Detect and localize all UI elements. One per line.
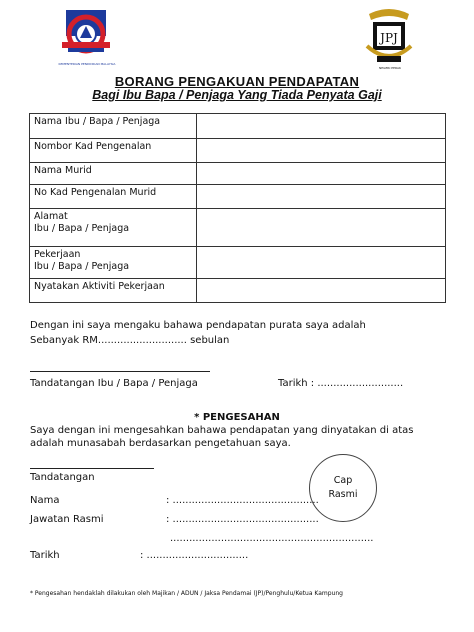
table-row <box>30 139 446 163</box>
footnote: * Pengesahan hendaklah dilakukan oleh Majikan / ADUN / Jaksa Pendamai (JP)/Penghulu/Ketua Kampung <box>30 590 343 597</box>
row-value-field[interactable] <box>197 247 446 279</box>
table-row <box>30 185 446 209</box>
row-value-field[interactable] <box>197 209 446 247</box>
row-label: Nama Murid <box>30 163 197 185</box>
parent-signature-line[interactable] <box>30 371 210 372</box>
verifier-date-field[interactable]: : ................................ <box>140 550 249 561</box>
row-label: Nyatakan Aktiviti Pekerjaan <box>30 279 197 303</box>
row-label <box>30 209 197 247</box>
verification-line2: adalah munasabah berdasarkan pengetahuan saya. <box>30 438 291 449</box>
row-value-field[interactable] <box>197 139 446 163</box>
verifier-position-field-2[interactable]: ................................................................ <box>170 533 374 544</box>
verifier-date-label: Tarikh <box>30 550 60 561</box>
row-value-field[interactable] <box>197 279 446 303</box>
declaration-line2: Sebanyak RM............................ sebulan <box>30 335 230 346</box>
row-value-field[interactable] <box>197 163 446 185</box>
stamp-label-line1: Cap <box>333 475 353 486</box>
table-row <box>30 247 446 279</box>
form-subtitle: Bagi Ibu Bapa / Penjaga Yang Tiada Penyata Gaji <box>92 88 382 102</box>
row-label-line2: Ibu / Bapa / Penjaga <box>34 261 130 272</box>
row-label: No Kad Pengenalan Murid <box>30 185 197 209</box>
verifier-position-field[interactable]: : .............................................. <box>166 514 319 525</box>
verifier-signature-label: Tandatangan <box>30 472 95 483</box>
stamp-label-line2: Rasmi <box>328 489 358 500</box>
row-value-field[interactable] <box>197 185 446 209</box>
official-stamp-area <box>309 454 377 522</box>
svg-text:JPJ: JPJ <box>380 31 398 45</box>
row-label-line2: Ibu / Bapa / Penjaga <box>34 223 130 234</box>
row-label <box>30 247 197 279</box>
verifier-position-label: Jawatan Rasmi <box>30 514 104 525</box>
verifier-signature-line[interactable] <box>30 468 154 469</box>
verification-heading: * PENGESAHAN <box>194 412 280 423</box>
table-row <box>30 279 446 303</box>
table-row <box>30 163 446 185</box>
verifier-name-field[interactable]: : .............................................. <box>166 495 319 506</box>
verifier-name-label: Nama <box>30 495 60 506</box>
state-logo <box>363 6 415 68</box>
parent-date-field[interactable]: Tarikh : ........................... <box>278 378 404 389</box>
declaration-line1: Dengan ini saya mengaku bahawa pendapatan purata saya adalah <box>30 320 366 331</box>
info-table <box>29 113 446 303</box>
ministry-logo <box>58 4 114 62</box>
row-label: Nama Ibu / Bapa / Penjaga <box>30 114 197 139</box>
parent-signature-label: Tandatangan Ibu / Bapa / Penjaga <box>30 378 198 389</box>
row-label: Nombor Kad Pengenalan <box>30 139 197 163</box>
ministry-logo-caption: KEMENTERIAN PENDIDIKAN MALAYSIA <box>58 62 116 66</box>
form-title: BORANG PENGAKUAN PENDAPATAN <box>114 74 360 89</box>
table-row <box>30 114 446 139</box>
verification-line1: Saya dengan ini mengesahkan bahawa pendapatan yang dinyatakan di atas <box>30 425 414 436</box>
row-label-line1: Alamat <box>34 211 68 222</box>
row-value-field[interactable] <box>197 114 446 139</box>
row-label-line1: Pekerjaan <box>34 249 81 260</box>
table-row <box>30 209 446 247</box>
state-logo-caption: NEGERI PERAK <box>379 66 401 70</box>
